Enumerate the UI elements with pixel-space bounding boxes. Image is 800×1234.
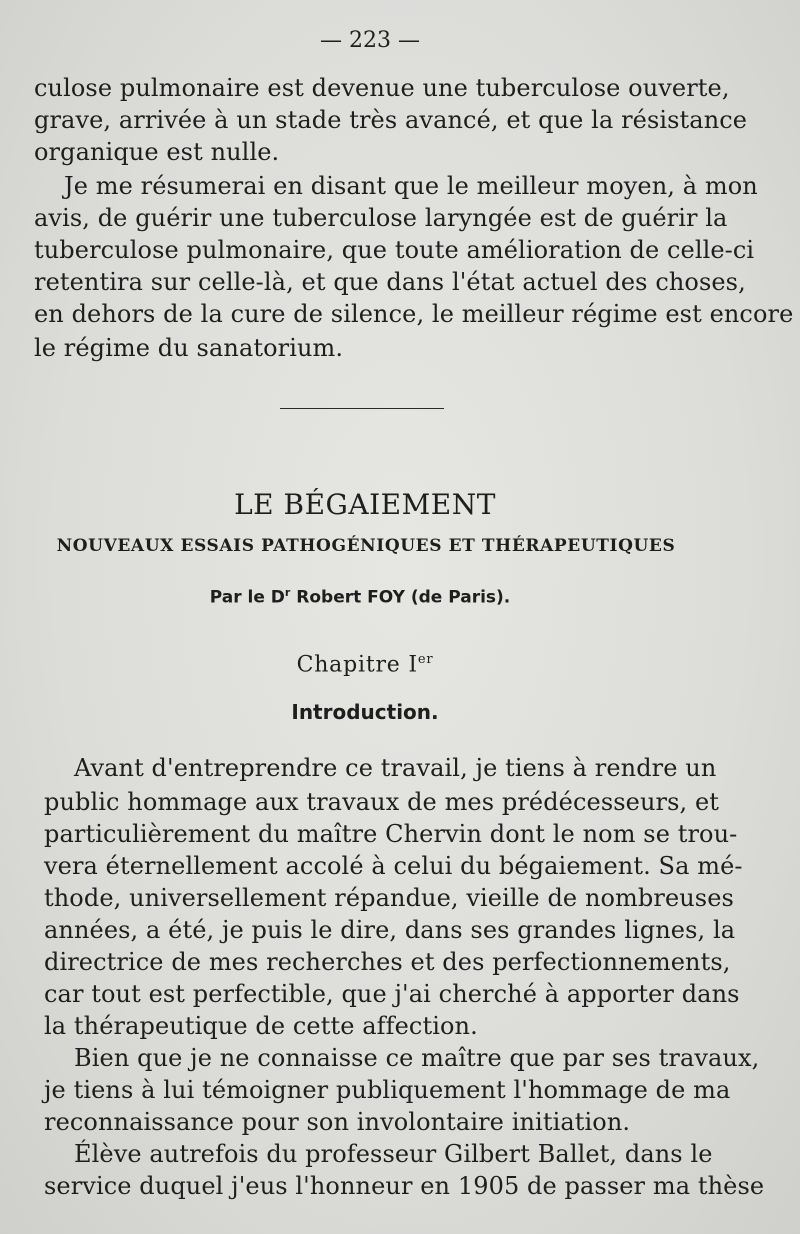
text-line: public hommage aux travaux de mes prédécesseurs, et — [44, 788, 720, 816]
text-line: service duquel j'eus l'honneur en 1905 de passer ma thèse — [44, 1172, 765, 1200]
text-line: particulièrement du maître Chervin dont le nom se trou- — [44, 820, 738, 848]
text-line: Avant d'entreprendre ce travail, je tiens à rendre un — [74, 754, 717, 782]
text-line: tuberculose pulmonaire, que toute amélioration de celle-ci — [34, 236, 755, 264]
article-subtitle: NOUVEAUX ESSAIS PATHOGÉNIQUES ET THÉRAPEUTIQUES — [56, 536, 676, 556]
author-name: Robert FOY — [296, 587, 405, 608]
chapter-heading — [0, 652, 730, 677]
text-line: en dehors de la cure de silence, le meilleur régime est encore — [34, 300, 794, 328]
byline-sup: r — [284, 586, 291, 599]
text-line: la thérapeutique de cette affection. — [44, 1012, 478, 1040]
text-line: Élève autrefois du professeur Gilbert Ballet, dans le — [74, 1140, 713, 1168]
text-line: Je me résumerai en disant que le meilleur moyen, à mon — [64, 172, 758, 200]
text-line: car tout est perfectible, que j'ai cherché à apporter dans — [44, 980, 740, 1008]
chapter-sup: er — [417, 652, 434, 667]
text-line: années, a été, je puis le dire, dans ses grandes lignes, la — [44, 916, 736, 944]
byline-prefix: Par le D — [209, 587, 285, 608]
text-line: thode, universellement répandue, vieille de nombreuses — [44, 884, 734, 912]
text-line: avis, de guérir une tuberculose laryngée est de guérir la — [34, 204, 728, 232]
text-line: grave, arrivée à un stade très avancé, et que la résistance — [34, 106, 748, 134]
text-line: directrice de mes recherches et des perfectionnements, — [44, 948, 731, 976]
chapter-label: Chapitre I — [296, 652, 418, 678]
text-line: le régime du sanatorium. — [34, 334, 344, 362]
text-line: retentira sur celle-là, et que dans l'état actuel des choses, — [34, 268, 746, 296]
article-title: LE BÉGAIEMENT — [234, 488, 496, 521]
text-line: Bien que je ne connaisse ce maître que par ses travaux, — [74, 1044, 760, 1072]
text-line: reconnaissance pour son involontaire initiation. — [44, 1108, 631, 1136]
text-line: organique est nulle. — [34, 138, 280, 166]
page-number: — 223 — — [320, 28, 420, 53]
article-byline — [0, 586, 720, 608]
text-line: vera éternellement accolé à celui du bégaiement. Sa mé- — [44, 852, 743, 880]
section-divider — [280, 408, 444, 409]
byline-suffix: (de Paris). — [410, 587, 511, 608]
text-line: je tiens à lui témoigner publiquement l'hommage de ma — [44, 1076, 731, 1104]
section-heading: Introduction. — [291, 700, 439, 724]
text-line: culose pulmonaire est devenue une tuberculose ouverte, — [34, 74, 730, 102]
